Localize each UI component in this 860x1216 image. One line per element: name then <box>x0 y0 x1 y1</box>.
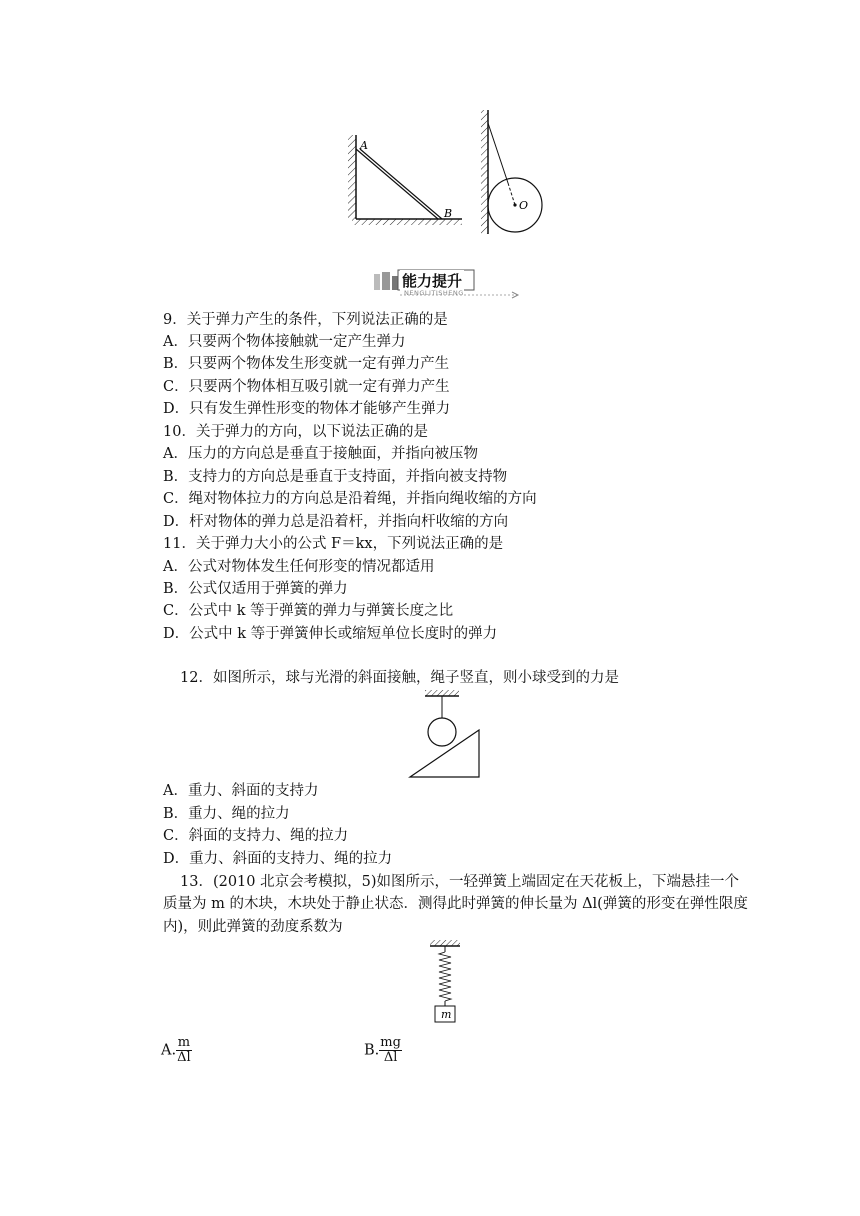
q11-option-b: B．公式仅适用于弹簧的弹力 <box>163 581 348 597</box>
label-o: O <box>519 199 529 212</box>
q13-spring-figure <box>425 938 465 1026</box>
q13-stem-line-2: 质量为 m 的木块，木块处于静止状态．测得此时弹簧的伸长量为 Δl(弹簧的形变在弹性限度 <box>163 896 748 912</box>
q13-option-b-den: Δl <box>383 1050 398 1065</box>
q13-option-b-fraction <box>379 1036 402 1065</box>
q13-option-b-num: mg <box>380 1035 401 1050</box>
q9-option-d: D．只有发生弹性形变的物体才能够产生弹力 <box>163 401 451 417</box>
q12-stem: 12．如图所示，球与光滑的斜面接触，绳子竖直，则小球受到的力是 <box>180 670 619 686</box>
q10-stem: 10．关于弹力的方向，以下说法正确的是 <box>163 424 428 440</box>
q13-option-a-fraction <box>176 1036 192 1065</box>
q12-option-d: D．重力、斜面的支持力、绳的拉力 <box>163 851 393 867</box>
q10-option-d: D．杆对物体的弹力总是沿着杆，并指向杆收缩的方向 <box>163 514 509 530</box>
section-subtitle: NENGLITISHENG <box>404 289 464 297</box>
q11-stem: 11．关于弹力大小的公式 F＝kx，下列说法正确的是 <box>163 536 504 552</box>
q13-stem-line-3: 内)，则此弹簧的劲度系数为 <box>163 919 343 935</box>
block-label: m <box>441 1008 452 1021</box>
q9-stem: 9．关于弹力产生的条件，下列说法正确的是 <box>163 312 448 328</box>
q9-option-c: C．只要两个物体相互吸引就一定有弹力产生 <box>163 379 450 395</box>
q10-option-c: C．绳对物体拉力的方向总是沿着绳，并指向绳收缩的方向 <box>163 491 537 507</box>
q12-option-c: C．斜面的支持力、绳的拉力 <box>163 828 349 844</box>
q13-option-a-num: m <box>177 1035 191 1050</box>
q9-option-a: A．只要两个物体接触就一定产生弹力 <box>163 334 406 350</box>
q12-option-a: A．重力、斜面的支持力 <box>163 783 319 799</box>
top-figures <box>340 105 550 240</box>
label-a: A <box>360 139 368 152</box>
q13-option-b <box>364 1036 402 1065</box>
section-badge <box>372 268 522 300</box>
q10-option-b: B．支持力的方向总是垂直于支持面，并指向被支持物 <box>163 469 508 485</box>
q13-stem-line-1: 13．(2010 北京会考模拟，5)如图所示，一轻弹簧上端固定在天花板上，下端悬挂一个 <box>180 874 739 890</box>
q12-option-b: B．重力、绳的拉力 <box>163 806 290 822</box>
q13-option-a-prefix: A. <box>161 1042 177 1059</box>
q12-ball-incline-figure <box>405 688 485 780</box>
q9-option-b: B．只要两个物体发生形变就一定有弹力产生 <box>163 356 450 372</box>
q10-option-a: A．压力的方向总是垂直于接触面，并指向被压物 <box>163 446 478 462</box>
rod-wall-figure <box>348 135 462 225</box>
q13-option-a <box>161 1036 192 1065</box>
ball-wall-figure <box>481 110 542 234</box>
section-title: 能力提升 <box>402 272 463 290</box>
q11-option-c: C．公式中 k 等于弹簧的弹力与弹簧长度之比 <box>163 603 454 619</box>
q13-option-b-prefix: B. <box>364 1042 380 1059</box>
q13-option-a-den: Δl <box>177 1050 191 1065</box>
q11-option-a: A．公式对物体发生任何形变的情况都适用 <box>163 559 435 575</box>
q11-option-d: D．公式中 k 等于弹簧伸长或缩短单位长度时的弹力 <box>163 626 498 642</box>
label-b: B <box>444 207 453 220</box>
